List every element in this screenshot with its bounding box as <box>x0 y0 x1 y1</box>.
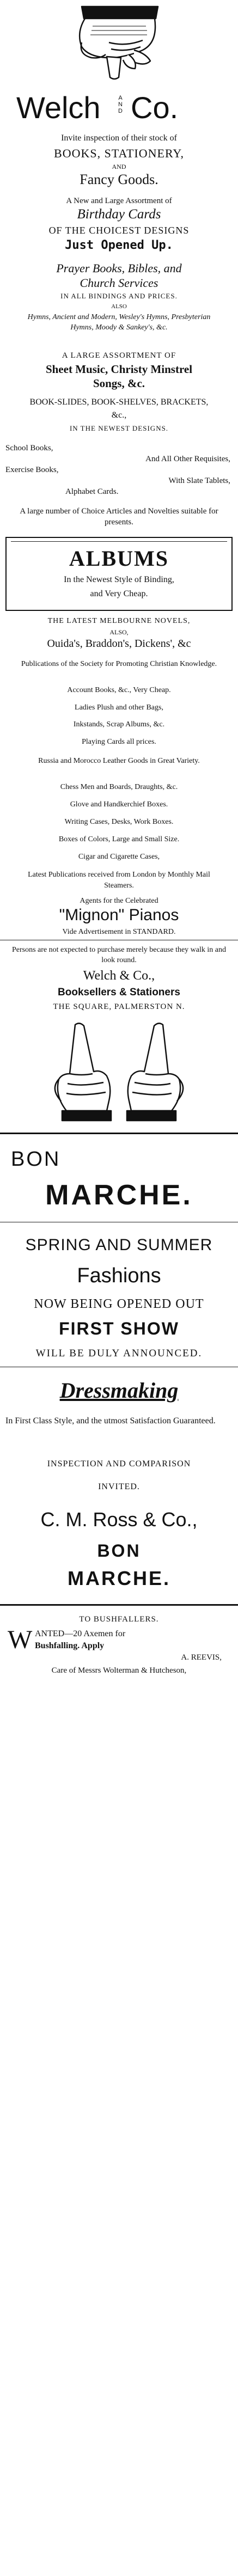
writing-cases-text: Writing Cases, Desks, Work Boxes. <box>64 818 174 826</box>
slate-tablets-text: With Slate Tablets, <box>168 476 230 485</box>
ouida-text: Ouida's, Braddon's, Dickens', &c <box>47 638 191 650</box>
wanted-line-1: ANTED—20 Axemen for <box>35 1629 126 1638</box>
also-text-1: ALSO <box>111 303 127 310</box>
first-show-heading: FIRST SHOW <box>59 1319 179 1338</box>
vide-advertisement-text: Vide Advertisement in STANDARD. <box>62 928 176 936</box>
choicest-designs-text: OF THE CHOICEST DESIGNS <box>48 225 190 236</box>
spring-summer-heading: SPRING AND SUMMER <box>25 1236 213 1254</box>
drop-cap-w: W <box>8 1625 33 1654</box>
birthday-cards-heading: Birthday Cards <box>77 207 161 222</box>
wanted-line-3: A. REEVIS, <box>181 1653 222 1662</box>
latest-publications-text: Latest Publications received from London by Monthly Mail Steamers. <box>28 871 210 890</box>
church-services-heading: Church Services <box>80 276 158 290</box>
requisites-text: And All Other Requisites, <box>145 455 230 463</box>
now-opened-text: NOW BEING OPENED OUT <box>34 1297 204 1311</box>
choice-articles-text: A large number of Choice Articles and Novelties suitable for presents. <box>20 507 218 527</box>
newest-designs-text: IN THE NEWEST DESIGNS. <box>69 424 169 432</box>
large-assortment-text: A LARGE ASSORTMENT OF <box>62 351 176 360</box>
book-slides-text: BOOK-SLIDES, BOOK-SHELVES, BRACKETS, &c., <box>29 397 209 420</box>
inkstands-text: Inkstands, Scrap Albums, &c. <box>73 720 165 729</box>
wanted-line-4: Care of Messrs Wolterman & Hutcheson, <box>51 1666 187 1675</box>
school-books-text: School Books, <box>5 444 53 452</box>
intro-text: Invite inspection of their stock of <box>61 133 177 143</box>
bon-heading-2: BON <box>97 1541 141 1561</box>
signature-trade: Booksellers & Stationers <box>58 987 180 998</box>
cigar-cases-text: Cigar and Cigarette Cases, <box>78 853 160 861</box>
pointing-hand-down-icon <box>0 4 238 82</box>
exercise-books-text: Exercise Books, <box>5 466 59 474</box>
firm-name-welch: Welch <box>16 90 101 125</box>
bindings-text: IN ALL BINDINGS AND PRICES. <box>60 292 178 300</box>
melbourne-novels-text: THE LATEST MELBOURNE NOVELS, <box>47 617 191 625</box>
fancy-goods-heading: Fancy Goods. <box>80 172 158 187</box>
welch-co-header <box>0 90 238 125</box>
first-class-text: In First Class Style, and the utmost Satisfaction Guaranteed. <box>5 1416 216 1425</box>
glove-boxes-text: Glove and Handkerchief Boxes. <box>70 800 168 809</box>
albums-cheap-text: and Very Cheap. <box>90 589 148 598</box>
wanted-line-2: Bushfalling. Apply <box>35 1641 105 1650</box>
prayer-books-heading: Prayer Books, Bibles, and <box>56 261 182 275</box>
russia-leather-text: Russia and Morocco Leather Goods in Great Variety. <box>38 757 200 765</box>
ross-co-heading: C. M. Ross & Co., <box>40 1508 198 1531</box>
bushfallers-heading: TO BUSHFALLERS. <box>79 1615 159 1624</box>
firm-name-and: AND <box>118 95 123 114</box>
ladies-bags-text: Ladies Plush and other Bags, <box>75 703 163 712</box>
just-opened-heading: Just Opened Up. <box>65 238 173 252</box>
chess-men-text: Chess Men and Boards, Draughts, &c. <box>60 783 178 791</box>
divider-rule-2 <box>0 1604 238 1606</box>
invited-text: INVITED. <box>98 1482 140 1491</box>
and-text: AND <box>112 163 126 170</box>
divider-rule-1 <box>0 1133 238 1134</box>
marche-heading: MARCHE. <box>45 1179 193 1211</box>
books-stationery-heading: BOOKS, STATIONERY, <box>54 146 184 160</box>
signature-address: THE SQUARE, PALMERSTON N. <box>53 1002 185 1011</box>
duly-announced-text: WILL BE DULY ANNOUNCED. <box>35 1348 203 1359</box>
bon-heading: BON <box>11 1148 61 1171</box>
hymns-text: Hymns, Ancient and Modern, Wesley's Hymns, Presbyterian Hymns, Moody & Sankey's, &c. <box>27 313 211 332</box>
dressmaking-heading: Dressmaking <box>59 1378 179 1403</box>
albums-heading: ALBUMS <box>69 546 169 571</box>
also-text-2: ALSO, <box>109 628 129 636</box>
persons-notice-text: Persons are not expected to purchase merely because they walk in and look round. <box>11 946 227 964</box>
albums-box <box>5 537 233 611</box>
account-books-text: Account Books, &c., Very Cheap. <box>67 686 171 694</box>
alphabet-cards-text: Alphabet Cards. <box>65 487 119 496</box>
sheet-music-heading: Sheet Music, Christy Minstrel Songs, &c. <box>45 363 193 390</box>
fashions-heading: Fashions <box>77 1264 161 1287</box>
firm-name-co: Co. <box>131 90 179 125</box>
boxes-colors-text: Boxes of Colors, Large and Small Size. <box>58 835 180 843</box>
albums-binding-text: In the Newest Style of Binding, <box>64 575 174 584</box>
marche-heading-2: MARCHE. <box>68 1567 170 1589</box>
signature-welch: Welch & Co., <box>83 969 155 983</box>
pointing-hands-up-icon <box>0 1019 238 1123</box>
publications-text: Publications of the Society for Promoting Christian Knowledge. <box>21 660 217 668</box>
mignon-pianos-heading: "Mignon" Pianos <box>59 906 179 924</box>
agents-text: Agents for the Celebrated <box>80 897 158 905</box>
inspection-text: INSPECTION AND COMPARISON <box>47 1459 191 1468</box>
new-assortment-text: A New and Large Assortment of <box>66 197 172 205</box>
playing-cards-text: Playing Cards all prices. <box>82 738 156 746</box>
